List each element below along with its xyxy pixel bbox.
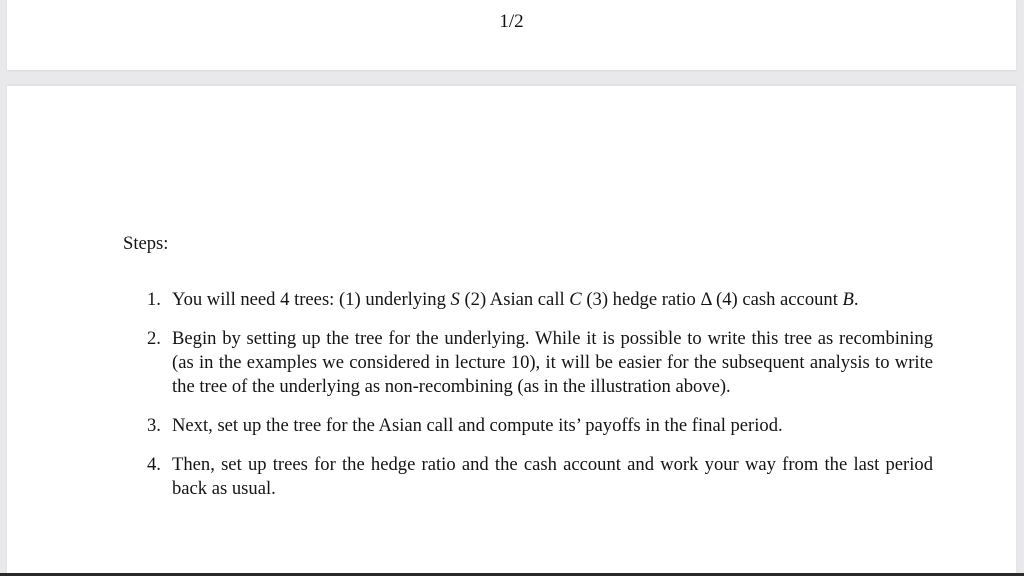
step-text-segment: (2) Asian call: [459, 289, 570, 310]
math-symbol-s: S: [450, 289, 460, 310]
step-text: Next, set up the tree for the Asian call and compute its’ payoffs in the final period.: [172, 415, 783, 436]
step-text-segment: (4) cash account: [711, 289, 843, 310]
step-text: Begin by setting up the tree for the underlying. While it is possible to write this tree as recombining (as in the examples we considered in lecture 10), it will be easier for the subsequent analysis to write the tree of the underlying as non-recombining (as in the illustration above).: [172, 328, 933, 397]
math-symbol-c: C: [569, 289, 582, 310]
document-content: [123, 232, 933, 516]
steps-list: [123, 288, 933, 501]
page-indicator: 1/2: [499, 11, 524, 32]
step-number: 3.: [147, 415, 161, 436]
steps-heading: Steps:: [123, 233, 169, 254]
math-symbol-b: B: [842, 289, 854, 310]
step-text-segment: .: [853, 289, 859, 310]
page-1-bottom: [7, 0, 1016, 70]
page-2: [7, 86, 1016, 576]
step-item-2: [123, 327, 933, 399]
step-item-3: [123, 414, 933, 438]
step-text-segment: (3) hedge ratio: [581, 289, 701, 310]
step-item-1: [123, 288, 933, 312]
step-number: 1.: [147, 289, 161, 310]
step-text-segment: You will need 4 trees: (1) underlying: [172, 289, 451, 310]
math-symbol-delta: Δ: [700, 289, 712, 310]
step-number: 4.: [147, 454, 161, 475]
step-text: Then, set up trees for the hedge ratio and the cash account and work your way from the last period back as usual.: [172, 454, 933, 499]
step-text: [172, 289, 859, 310]
step-item-4: [123, 453, 933, 501]
step-number: 2.: [147, 328, 161, 349]
